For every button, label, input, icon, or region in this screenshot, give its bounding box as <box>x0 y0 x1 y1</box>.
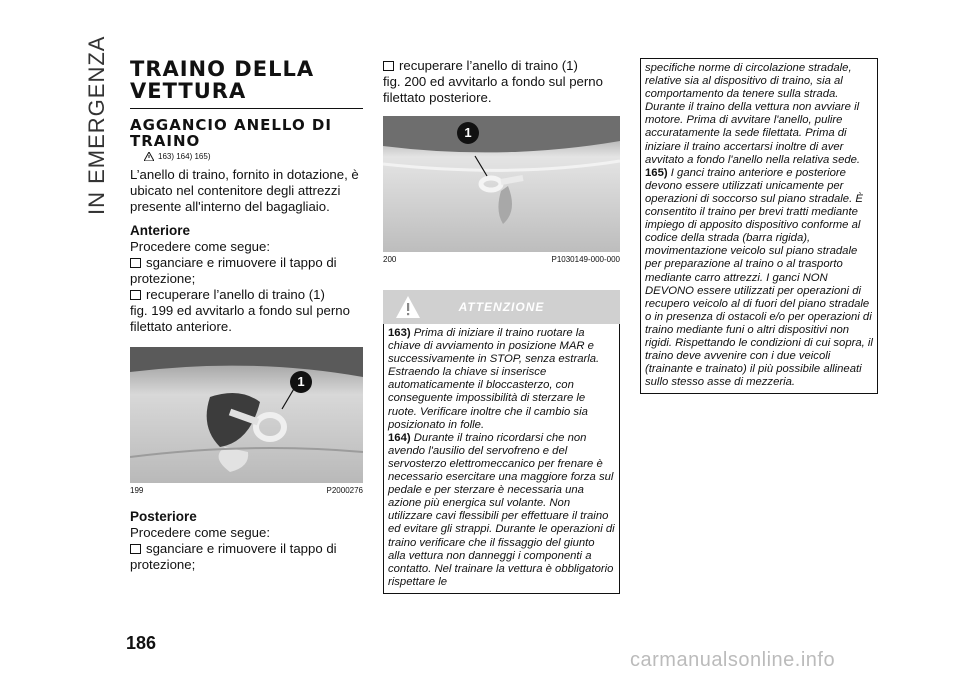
front-step-2-cont: fig. 199 ed avvitarlo a fondo sul perno filettato anteriore. <box>130 303 350 334</box>
rear-step-1-text: sganciare e rimuovere il tappo di protezione; <box>130 541 337 572</box>
figure-number: 200 <box>383 255 397 264</box>
attention-box-continued <box>640 58 878 394</box>
column-2 <box>383 58 620 594</box>
figure-code: P1030149-000-000 <box>551 255 620 264</box>
figure-199-caption <box>130 486 363 495</box>
footer-watermark: carmanualsonline.info <box>630 649 836 671</box>
warning-ref-numbers: 163) 164) 165) <box>158 152 211 161</box>
checkbox-bullet-icon <box>383 61 394 71</box>
checkbox-bullet-icon <box>130 258 141 268</box>
rear-step-2-text: recuperare l’anello di traino (1) <box>399 58 578 73</box>
rear-heading: Posteriore <box>130 509 197 524</box>
column-3 <box>640 58 878 394</box>
front-procedure: Procedere come segue: <box>130 239 271 254</box>
warning-number: 164) <box>388 431 411 444</box>
front-step-1 <box>130 255 363 287</box>
figure-200-caption <box>383 255 620 264</box>
callout-1: 1 <box>457 122 479 144</box>
rear-bumper-illustration <box>383 116 620 252</box>
attention-header <box>383 290 620 324</box>
page-number: 186 <box>126 633 157 653</box>
front-step-2 <box>130 287 363 303</box>
warning-text: I ganci traino anteriore e posteriore devono essere utilizzati unicamente per operazioni di soccorso sul piano stradale. È consentito il traino per brevi tratti mediante impiego di apposito dispositivo conforme al codice della strada (barra rigida), movimentazione veicolo sul piano stradale per preparazione al traino o al trasporto mediante carro attrezzi. I ganci NON DEVONO essere utilizzati per operazioni di recupero veicolo al di fuori del piano stradale o in presenza di ostacoli e/o per operazioni di traino mediante funi o altri dispositivi non rigidi. Rispettando le condizioni di cui sopra, il traino deve avvenire con i due veicoli (trainante e trainato) il più possibile allineati sullo stesso asse di mezzeria. <box>645 166 873 389</box>
warning-164 <box>388 432 615 589</box>
warning-number: 165) <box>645 166 668 179</box>
front-heading: Anteriore <box>130 223 191 238</box>
section-heading: AGGANCIO ANELLO DI TRAINO <box>130 116 332 150</box>
warning-163 <box>388 327 615 432</box>
figure-code: P2000276 <box>326 486 363 495</box>
attention-box <box>383 324 620 594</box>
attention-title: ATTENZIONE <box>458 300 545 314</box>
callout-1: 1 <box>290 371 312 393</box>
checkbox-bullet-icon <box>130 544 141 554</box>
page-title: TRAINO DELLA VETTURA <box>130 58 363 109</box>
intro-paragraph: L’anello di traino, fornito in dotazione, è ubicato nel contenitore degli attrezzi presente all'interno del bagagliaio. <box>130 167 359 214</box>
warning-triangle-icon <box>144 152 154 161</box>
warning-text: Durante il traino ricordarsi che non avendo l'ausilio del servofreno e del servosterzo elettromeccanico per frenare è necessario esercitare una maggiore forza sul pedale e per sterzare è necessaria una azione più energica sul volante. Non utilizzare cavi flessibili per effettuare il traino ed evitare gli strappi. Durante le operazioni di traino verificare che il fissaggio del giunto alla vettura non danneggi i componenti a contatto. Nel trainare la vettura è obbligatorio rispettare le <box>388 431 615 588</box>
front-bumper-illustration <box>130 347 363 483</box>
figure-number: 199 <box>130 486 144 495</box>
warning-164-continued: specifiche norme di circolazione stradale, relative sia al dispositivo di traino, sia al comportamento da tenere sulla strada. Durante il traino della vettura non avviare il motore. Prima di avvitare l'anello, pulire accuratamente la sede filettata. Prima di iniziare il traino accertarsi inoltre di aver avvitato a fondo l'anello nella relativa sede. <box>645 62 861 166</box>
section-name: IN EMERGENZA <box>84 35 109 215</box>
rear-step-2-cont: fig. 200 ed avvitarlo a fondo sul perno filettato posteriore. <box>383 74 603 105</box>
rear-step-1 <box>130 541 363 573</box>
warning-text: Prima di iniziare il traino ruotare la chiave di avviamento in posizione MAR e successivamente in STOP, senza estrarla. Estraendo la chiave si inserisce automaticamente il bloccasterzo, con conseguente impossibilità di sterzare le ruote. Verificare inoltre che il cambio sia posizionato in folle. <box>388 327 600 431</box>
warning-165 <box>645 167 873 390</box>
warning-number: 163) <box>388 327 411 339</box>
rear-step-2 <box>383 58 620 74</box>
figure-200-rear-tow-ring <box>383 116 620 252</box>
column-1 <box>130 58 363 573</box>
front-step-2-text: recuperare l’anello di traino (1) <box>146 287 325 302</box>
rear-procedure: Procedere come segue: <box>130 525 271 540</box>
checkbox-bullet-icon <box>130 290 141 300</box>
section-side-label <box>84 35 109 220</box>
front-step-1-text: sganciare e rimuovere il tappo di protezione; <box>130 255 337 286</box>
figure-199-front-tow-ring <box>130 347 363 483</box>
warning-refs <box>144 152 363 161</box>
